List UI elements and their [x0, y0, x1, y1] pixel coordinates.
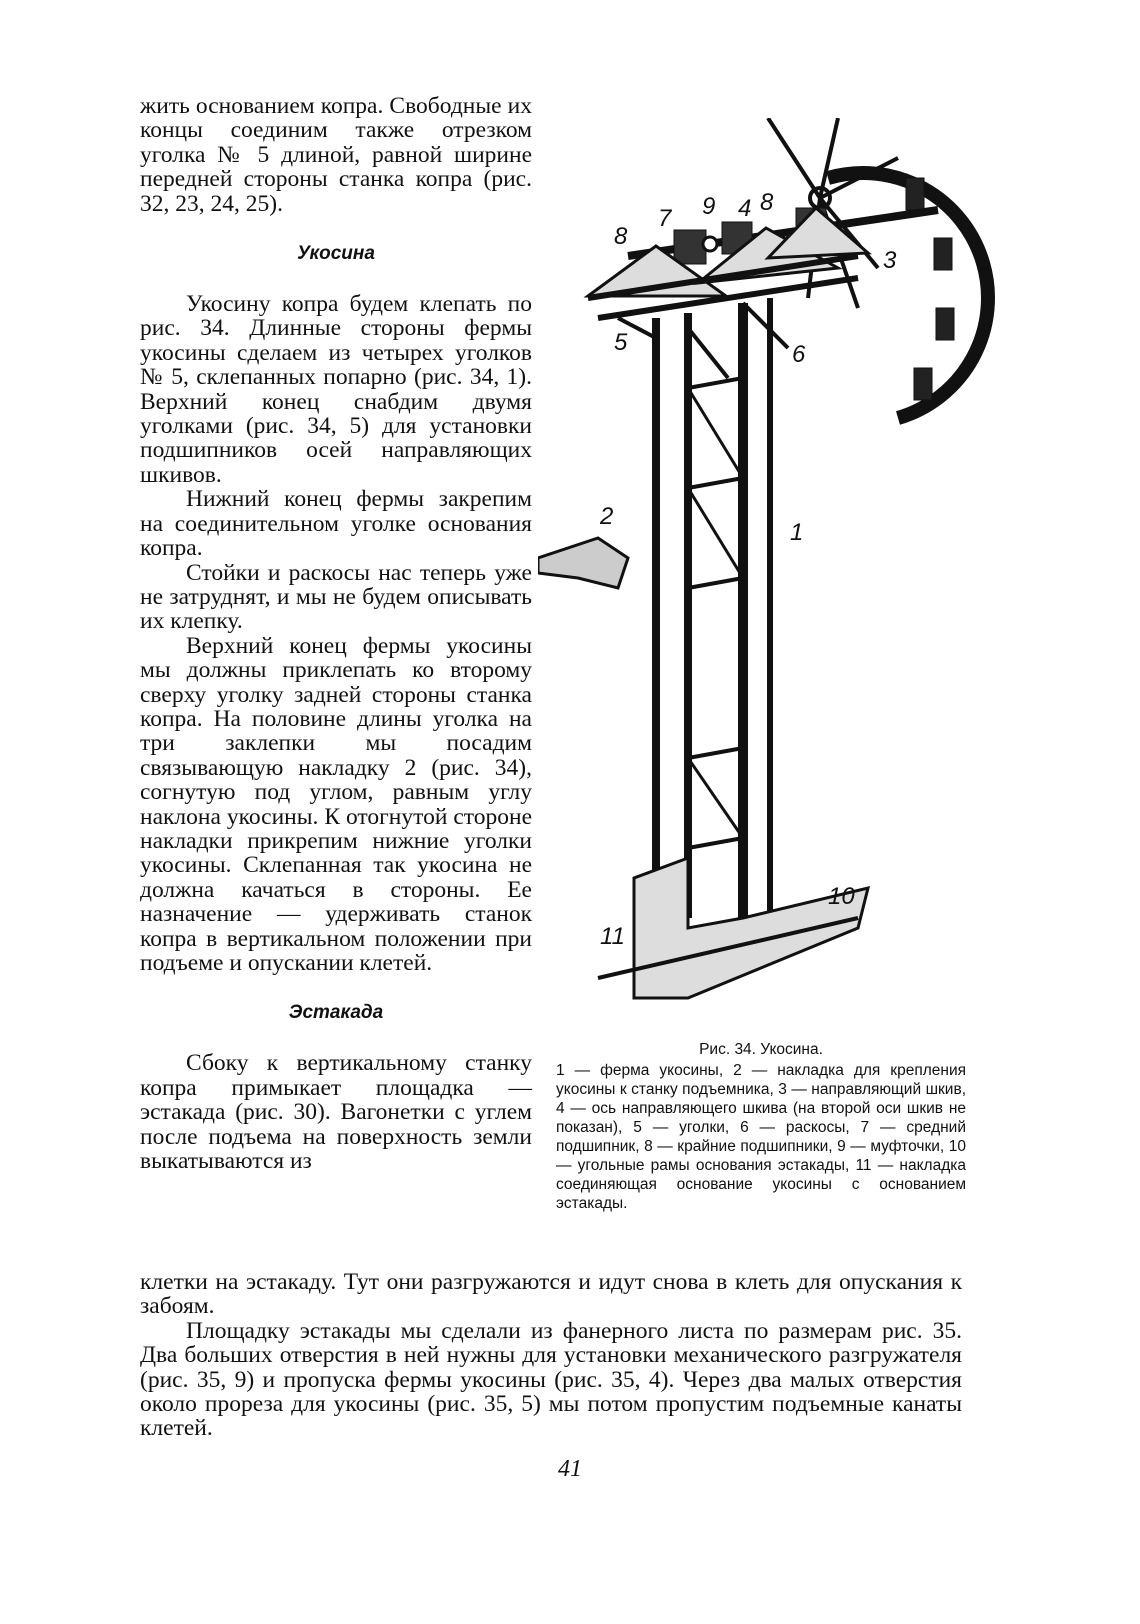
figure-label: 4	[738, 195, 752, 222]
figure-label: 2	[600, 503, 614, 530]
figure-34-ukosina	[538, 118, 1000, 1038]
figure-label: 6	[792, 341, 806, 368]
base-frame	[598, 858, 868, 998]
page-number: 41	[558, 1456, 582, 1482]
paragraph: клетки на эстакаду. Тут они разгружаются и идут снова в клеть для опускания к забоям.	[140, 1269, 962, 1320]
left-text-column	[140, 94, 532, 1173]
full-width-text	[140, 1270, 962, 1441]
figure-label: 9	[702, 193, 716, 220]
section-heading-ukosina: Укосина	[297, 243, 375, 265]
figure-label: 7	[658, 205, 672, 232]
paragraph: Нижний конец фермы закрепим на соединительном уголке основания копра.	[140, 486, 532, 562]
caption-body: 1 — ферма укосины, 2 — накладка для крепления укосины к станку подъемника, 3 — направляющий шкив, 4 — ось направляющего шкива (на второй оси шкив не показан), 5 — уголки, 6 — раскосы, 7 — средний подшипник, 8 — крайние подшипники, 9 — муфточки, 10 — угольные рамы основания эстакады, 11 — накладка соединяющая основание укосины с основанием эстакады.	[556, 1062, 966, 1212]
section-heading-estakada: Эстакада	[288, 1002, 384, 1024]
mast	[618, 298, 788, 918]
figure-label: 5	[614, 329, 628, 356]
bracket-plate	[538, 538, 628, 588]
figure-label: 10	[828, 883, 855, 910]
caption-title: Рис. 34. Укосина.	[699, 1041, 823, 1058]
paragraph: Площадку эстакады мы сделали из фанерного листа по размерам рис. 35. Два больших отверстия в ней нужны для установки механического разгружателя (рис. 35, 9) и пропуска фермы укосины (рис. 35, 4). Через два малых отверстия около прореза для укосины (рис. 35, 5) мы потом пропустим подъемные канаты клетей.	[140, 1317, 962, 1442]
figure-label: 11	[600, 923, 625, 950]
paragraph: Укосину копра будем клепать по рис. 34. Длинные стороны фермы укосины сделаем из четырех уголков № 5, склепанных попарно (рис. 34, 1). Верхний конец снабдим двумя уголками (рис. 34, 5) для установки подшипников осей направляющих шкивов.	[140, 291, 532, 488]
figure-label: 8	[614, 223, 628, 250]
ukosina-drawing	[538, 118, 1000, 1038]
paragraph: Стойки и раскосы нас теперь уже не затруднят, и мы не будем описывать их клепку.	[140, 559, 532, 635]
figure-label: 1	[790, 519, 804, 546]
figure-label: 8	[760, 189, 774, 216]
figure-label: 3	[883, 247, 897, 274]
paragraph: Сбоку к вертикальному станку копра примыкает площадка — эстакада (рис. 30). Вагонетки с углем после подъема на поверхность земли выкатываются из	[140, 1050, 532, 1175]
figure-caption	[556, 1040, 966, 1213]
paragraph: жить основанием копра. Свободные их концы соединим также отрезком уголка № 5 длиной, равной ширине передней стороны станка копра (рис. 32, 23, 24, 25).	[140, 93, 532, 217]
paragraph: Верхний конец фермы укосины мы должны приклепать ко второму сверху уголку задней стороны станка копра. На половине длины уголка на три заклепки мы посадим связывающую накладку 2 (рис. 34), согнутую под углом, равным углу наклона укосины. К отогнутой стороне накладки прикрепим нижние уголки укосины. Склепанная так укосина не должна качаться в стороны. Ее назначение — удерживать станок копра в вертикальном положении при подъеме и опускании клетей.	[140, 632, 532, 976]
